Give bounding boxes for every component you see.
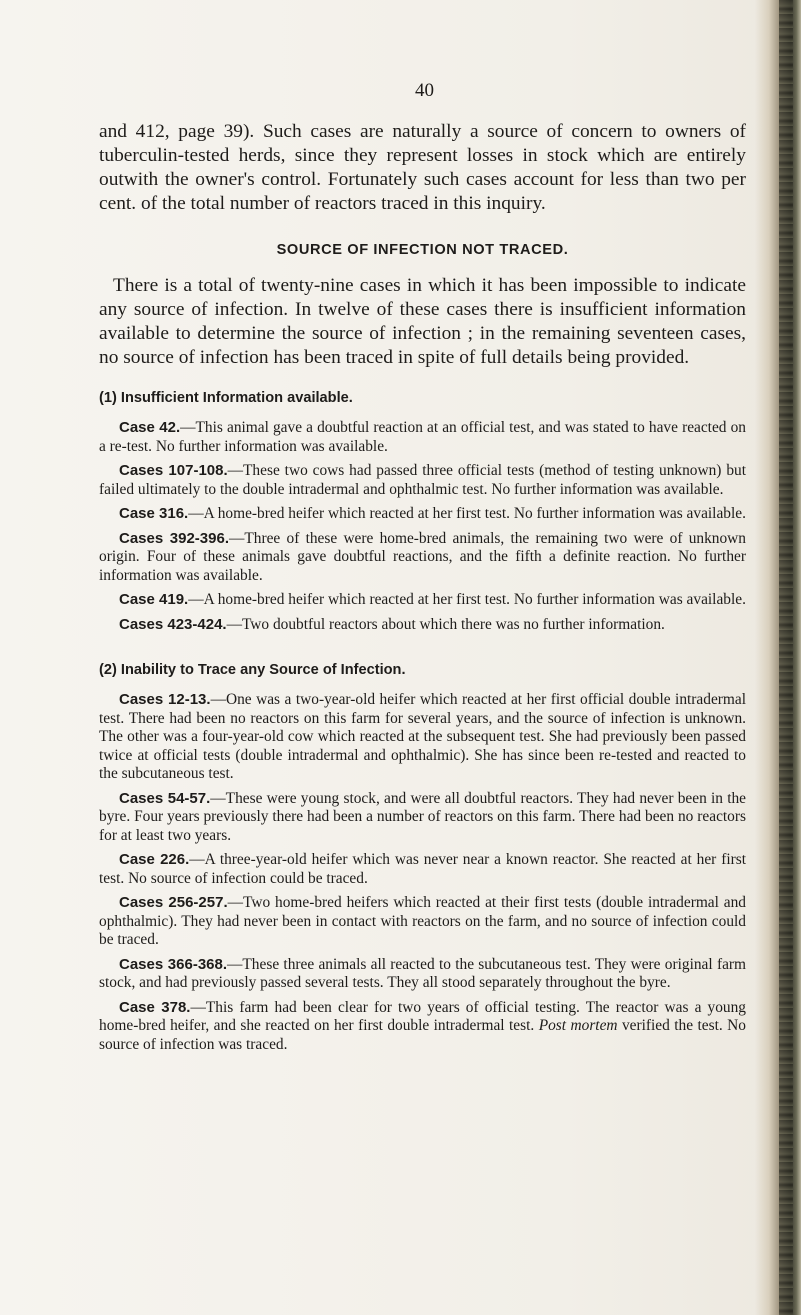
case-paragraph [99, 956, 746, 993]
case-label: Case 42. [119, 419, 181, 436]
case-paragraph [99, 616, 746, 635]
binding-edge [779, 0, 793, 1315]
case-paragraph [99, 462, 746, 499]
case-text: —A home-bred heifer which reacted at her first test. No further information was available. [188, 591, 746, 608]
case-text: —This farm had been clear for two years of official testing. The reactor was a young home-bred heifer, and she reacted on her first double intradermal test. [99, 998, 746, 1034]
page-number: 40 [415, 80, 434, 101]
case-text: —These two cows had passed three official tests (method of testing unknown) but failed ultimately to the double intradermal and ophthalmic test. No further information was available. [99, 462, 746, 498]
page-edge-shadow [755, 0, 801, 1315]
case-label: Case 419. [119, 591, 189, 608]
case-label: Case 226. [119, 851, 190, 868]
case-paragraph [99, 851, 746, 888]
case-label: Cases 107-108. [119, 462, 228, 479]
case-paragraph [99, 691, 746, 784]
case-paragraph [99, 999, 746, 1055]
case-text: —Two doubtful reactors about which there was no further information. [226, 615, 665, 633]
case-label: Cases 392-396. [119, 529, 229, 547]
case-text: —A three-year-old heifer which was never near a known reactor. She reacted at her first test. No source of infection could be traced. [99, 851, 746, 887]
case-text: —These were young stock, and were all doubtful reactors. They had never been in the byre. Four years previously there had been a number of reactors on this farm. There had been no reactors for at least two years. [99, 789, 746, 844]
case-paragraph [99, 530, 746, 586]
case-text: verified the test. No source of infection was traced. [99, 1017, 746, 1053]
case-label: Cases 366-368. [119, 955, 228, 973]
case-label: Cases 423-424. [119, 615, 227, 633]
case-text: —These three animals all reacted to the subcutaneous test. They were original farm stock, and had previously passed several tests. They all stood separately throughout the byre. [99, 955, 746, 991]
case-paragraph [99, 419, 746, 456]
case-paragraph [99, 591, 746, 610]
case-label: Case 316. [119, 505, 189, 522]
case-text: —A home-bred heifer which reacted at her first test. No further information was available. [188, 505, 746, 522]
case-paragraph [99, 790, 746, 846]
case-label: Case 378. [119, 998, 191, 1016]
group1-heading: (1) Insufficient Information available. [99, 390, 353, 406]
document-body [99, 120, 746, 1060]
case-text: —One was a two-year-old heifer which reacted at her first official double intradermal test. There had been no reactors on this farm for several years, and the source of infection is unknown. The other was a four-year-old cow which reacted at the subsequent test. She had previously been passed twice at official tests (double intradermal and ophthalmic). She has since been re-tested and reacted to the subcutaneous test. [99, 691, 746, 782]
case-text: —This animal gave a doubtful reaction at an official test, and was stated to have reacted on a re-test. No further information was available. [99, 419, 746, 455]
case-text: —Three of these were home-bred animals, the remaining two were of unknown origin. Four of these animals gave doubtful reactions, and the fifth a definite reaction. No further information was available. [99, 529, 746, 584]
case-text: —Two home-bred heifers which reacted at their first tests (double intradermal and ophthalmic). They had never been in contact with reactors on the farm, and no source of infection could be traced. [99, 894, 746, 948]
case-label: Cases 256-257. [119, 894, 228, 911]
case-label: Cases 54-57. [119, 789, 211, 807]
case-paragraph [99, 505, 746, 524]
intro-paragraph: and 412, page 39). Such cases are naturally a source of concern to owners of tuberculin-tested herds, since they represent losses in stock which are entirely outwith the owner's control. Fortunately such cases account for less than two per cent. of the total number of reactors traced in this inquiry. [99, 121, 746, 214]
italic-term: Post mortem [538, 1017, 618, 1034]
section-heading: SOURCE OF INFECTION NOT TRACED. [276, 242, 569, 258]
case-label: Cases 12-13. [119, 691, 211, 708]
group2-heading: (2) Inability to Trace any Source of Infection. [99, 662, 406, 678]
section-paragraph: There is a total of twenty-nine cases in which it has been impossible to indicate any source of infection. In twelve of these cases there is insufficient information available to determine the source of infection ; in the remaining seventeen cases, no source of infection has been traced in spite of full details being provided. [99, 275, 746, 368]
case-paragraph [99, 894, 746, 950]
